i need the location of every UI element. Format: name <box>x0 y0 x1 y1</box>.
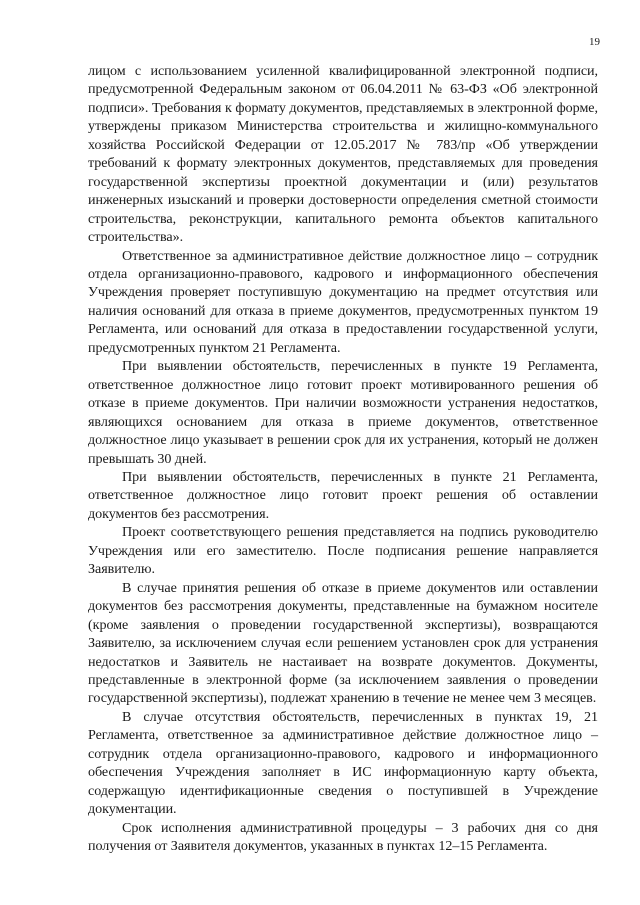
paragraph: лицом с использованием усиленной квалифицированной электронной подписи, предусмотренной Федеральным законом от 06.04.2011 № 63-ФЗ «Об электронной подписи». Требования к формату документов, представляемых в электронной форме, утверждены приказом Министерства строительства и жилищно-коммунального хозяйства Российской Федерации от 12.05.2017 № 783/пр «Об утверждении требований к формату электронных документов, представляемых для проведения государственной экспертизы проектной документации и (или) результатов инженерных изысканий и проверки достоверности определения сметной стоимости строительства, реконструкции, капитального ремонта объектов капитального строительства». <box>88 63 598 246</box>
paragraph: Проект соответствующего решения представляется на подпись руководителю Учреждения или его заместителю. После подписания решение направляется Заявителю. <box>88 524 598 578</box>
paragraph: В случае отсутствия обстоятельств, перечисленных в пунктах 19, 21 Регламента, ответственное за административное действие должностное лицо – сотрудник отдела организационно-правового, кадрового и информационного обеспечения Учреждения заполняет в ИС информационную карту объекта, содержащую идентификационные сведения о поступившей в Учреждение документации. <box>88 708 598 818</box>
paragraph: При выявлении обстоятельств, перечисленных в пункте 19 Регламента, ответственное должностное лицо готовит проект мотивированного решения об отказе в приеме документов. При наличии возможности устранения недостатков, являющихся основанием для отказа в приеме документов, ответственное должностное лицо указывает в решении срок для их устранения, который не должен превышать 30 дней. <box>88 358 598 467</box>
page-number: 19 <box>589 36 600 48</box>
document-body <box>88 62 598 855</box>
paragraph: Ответственное за административное действие должностное лицо – сотрудник отдела организационно-правового, кадрового и информационного обеспечения Учреждения проверяет поступившую документацию на предмет отсутствия или наличия оснований для отказа в приеме документов, предусмотренных пунктом 19 Регламента, или оснований для отказа в предоставлении государственной услуги, предусмотренных пунктом 21 Регламента. <box>88 247 598 356</box>
paragraph: В случае принятия решения об отказе в приеме документов или оставлении документов без рассмотрения документы, представленные на бумажном носителе (кроме заявления о проведении государственной экспертизы), возвращаются Заявителю, за исключением случая если решением установлен срок для устранения недостатков и Заявитель не настаивает на возврате документов. Документы, представленные в электронной форме (за исключением заявления о проведении государственной экспертизы), подлежат хранению в течение не менее чем 3 месяцев. <box>88 579 598 707</box>
paragraph: При выявлении обстоятельств, перечисленных в пункте 21 Регламента, ответственное должностное лицо готовит проект решения об оставлении документов без рассмотрения. <box>88 468 598 522</box>
paragraph: Срок исполнения административной процедуры – 3 рабочих дня со дня получения от Заявителя документов, указанных в пунктах 12–15 Регламента. <box>88 819 598 855</box>
